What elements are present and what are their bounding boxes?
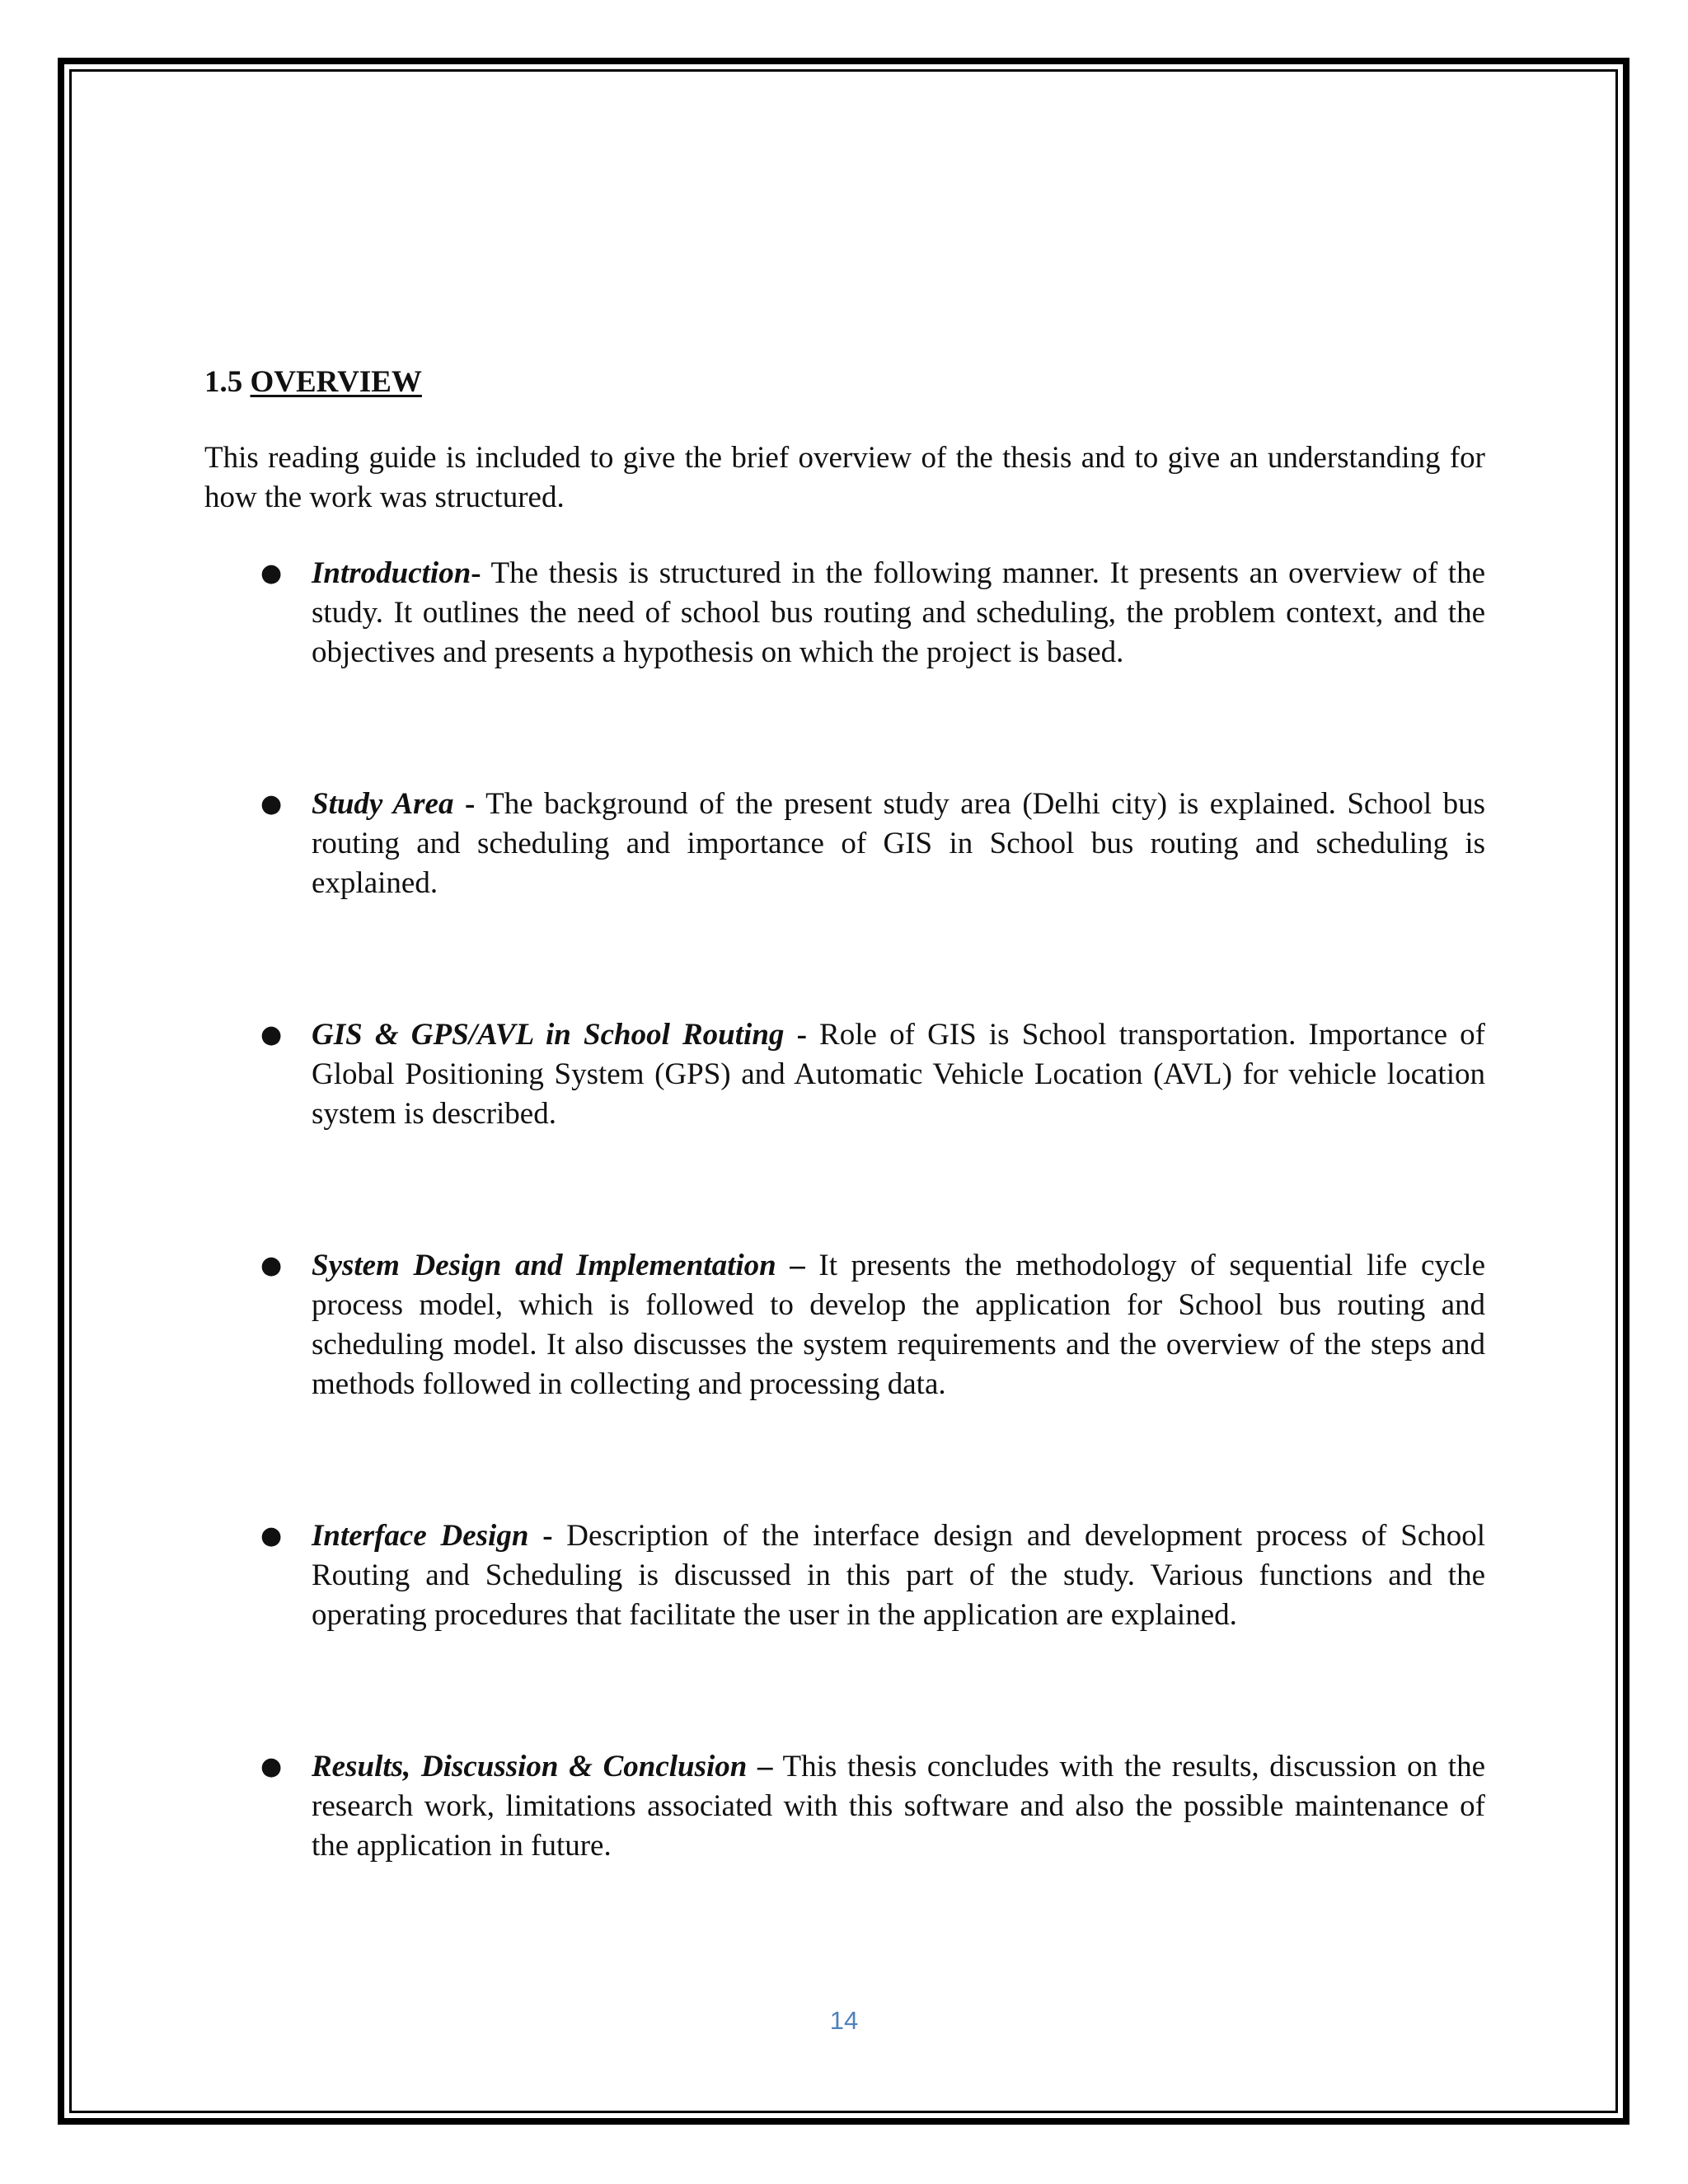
item-description: Description of the interface design and development process of School Routing and Scheduling is discussed in this part of the study. Various functions and the operating procedures that facilitate the user in the application are explained. — [312, 1519, 1485, 1632]
section-number: 1.5 — [204, 365, 243, 399]
item-description: It presents the methodology of sequential life cycle process model, which is followed to develop the application for School bus routing and scheduling model. It also discusses the system requirements and the overview of the steps and methods followed in collecting and processing data. — [312, 1249, 1485, 1401]
list-item-interface-design — [204, 1516, 1485, 1635]
item-separator: - — [528, 1519, 553, 1553]
page-content — [204, 363, 1485, 1866]
bullet-icon: ● — [260, 1020, 283, 1049]
page-number: 14 — [829, 2006, 859, 2035]
item-separator: - — [784, 1018, 807, 1052]
item-term: Study Area — [312, 787, 454, 821]
item-term: System Design and Implementation — [312, 1249, 776, 1282]
bullet-icon: ● — [260, 1752, 283, 1781]
list-item-introduction — [204, 554, 1485, 673]
intro-paragraph: This reading guide is included to give the brief overview of the thesis and to give an understanding for how the work was structured. — [204, 441, 1485, 514]
bullet-icon: ● — [260, 1251, 283, 1280]
item-term: Introduction — [312, 556, 471, 590]
item-term: GIS & GPS/AVL in School Routing — [312, 1018, 785, 1052]
bullet-icon: ● — [260, 559, 283, 588]
list-item-system-design — [204, 1246, 1485, 1404]
item-separator: – — [747, 1750, 773, 1783]
item-separator: - — [471, 556, 481, 590]
item-separator: – — [776, 1249, 805, 1282]
item-description: The thesis is structured in the following manner. It presents an overview of the study. It outlines the need of school bus routing and scheduling, the problem context, and the objectives and presents a hypothesis on which the project is based. — [312, 556, 1485, 669]
item-description: This thesis concludes with the results, discussion on the research work, limitations associated with this software and also the possible maintenance of the application in future. — [312, 1750, 1485, 1863]
item-term: Interface Design — [312, 1519, 529, 1553]
item-description: The background of the present study area (Delhi city) is explained. School bus routing and scheduling and importance of GIS in School bus routing and scheduling is explained. — [312, 787, 1485, 900]
item-term: Results, Discussion & Conclusion — [312, 1750, 748, 1783]
list-item-results — [204, 1747, 1485, 1866]
section-title: OVERVIEW — [250, 365, 422, 399]
chapter-overview-list — [204, 554, 1485, 1866]
section-heading — [204, 363, 1485, 402]
list-item-gis-gps-avl — [204, 1015, 1485, 1134]
item-separator: - — [453, 787, 476, 821]
bullet-icon: ● — [260, 790, 283, 818]
item-description: Role of GIS is School transportation. Importance of Global Positioning System (GPS) and Automatic Vehicle Location (AVL) for vehicle location system is described. — [312, 1018, 1485, 1131]
bullet-icon: ● — [260, 1521, 283, 1550]
list-item-study-area — [204, 785, 1485, 903]
